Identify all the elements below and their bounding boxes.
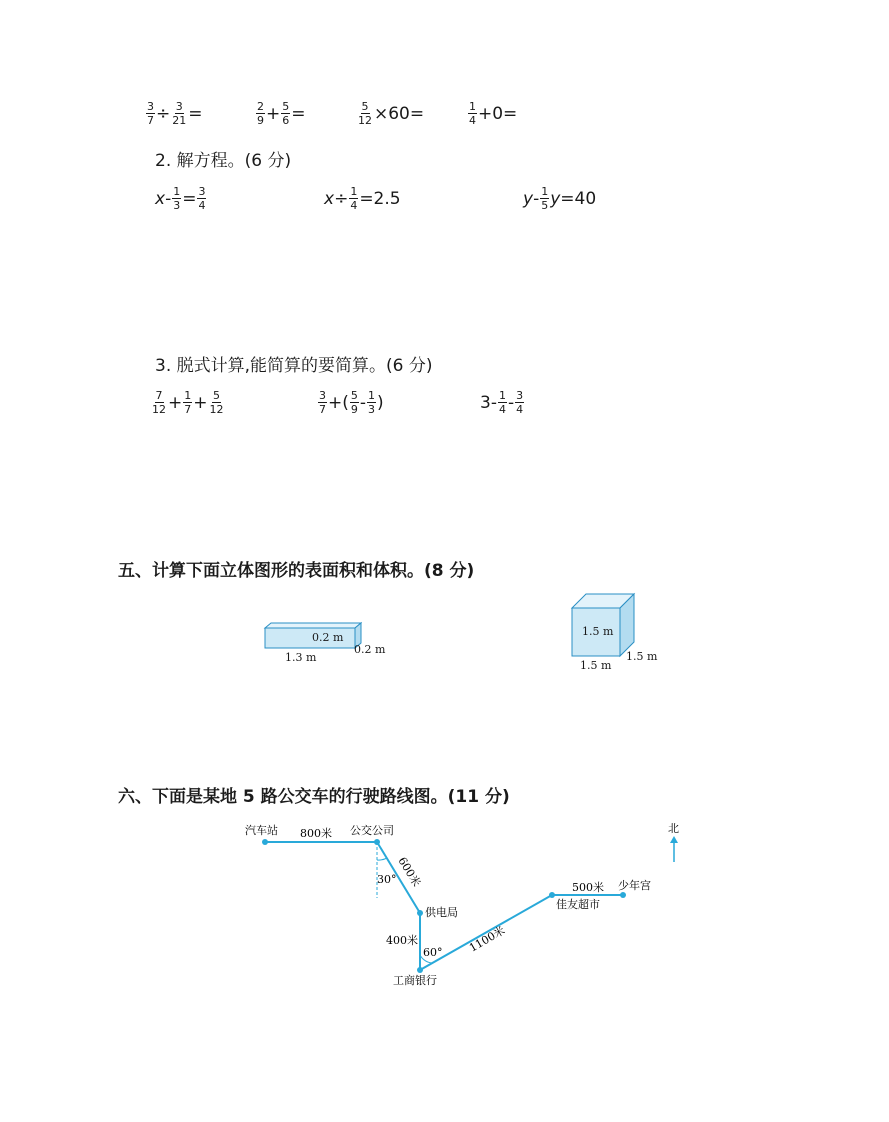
distance-label-600: 600米 — [395, 854, 424, 889]
oral-expr-1: $\frac{3}{7}$ ÷ $\frac{3}{21}$ = — [147, 100, 203, 127]
q3-title: 3. 脱式计算,能简算的要简算。(6 分) — [155, 356, 433, 376]
prism-length-label: 1.3 m — [285, 651, 317, 664]
route-map-drawing — [230, 815, 700, 995]
prism-width-label: 0.2 m — [354, 643, 386, 656]
distance-label-400: 400米 — [386, 934, 418, 947]
station-dot — [262, 839, 268, 845]
station-dot — [417, 910, 423, 916]
station-label-jiayou-market: 佳友超市 — [556, 898, 600, 911]
station-dot — [417, 967, 423, 973]
prism-height-label: 0.2 m — [312, 631, 344, 644]
north-label: 北 — [668, 822, 679, 835]
station-dot — [374, 839, 380, 845]
bus-route-map — [230, 815, 700, 995]
station-dot — [620, 892, 626, 898]
station-label-youth-palace: 少年宫 — [618, 879, 651, 892]
section-5-title: 五、计算下面立体图形的表面积和体积。(8 分) — [118, 561, 475, 581]
oral-expr-3: $\frac{5}{12}$ ×60= — [358, 100, 425, 127]
cube-length-label: 1.5 m — [580, 659, 612, 672]
distance-label-800: 800米 — [300, 827, 332, 840]
section-6-title: 六、下面是某地 5 路公交车的行驶路线图。(11 分) — [118, 787, 510, 807]
station-label-bus-terminal: 汽车站 — [245, 824, 278, 837]
station-label-icbc: 工商银行 — [393, 974, 437, 987]
calc-1: $\frac{7}{12}$ + $\frac{1}{7}$ + $\frac{5}{12}$ — [152, 389, 224, 416]
north-arrowhead-icon — [670, 836, 678, 843]
distance-label-500: 500米 — [572, 881, 604, 894]
angle-label-30: 30° — [377, 873, 397, 886]
distance-label-1100: 1100米 — [467, 923, 508, 955]
q2-title: 2. 解方程。(6 分) — [155, 151, 292, 171]
calc-3: 3- $\frac{1}{4}$ - $\frac{3}{4}$ — [480, 389, 524, 416]
station-label-bus-company: 公交公司 — [350, 824, 394, 837]
station-label-power-bureau: 供电局 — [425, 906, 458, 919]
equation-3: y - $\frac{1}{5}$ y =40 — [523, 185, 597, 212]
cube-height-label: 1.5 m — [582, 625, 614, 638]
angle-arc-30 — [377, 858, 387, 860]
oral-expr-2: $\frac{2}{9}$ + $\frac{5}{6}$ = — [257, 100, 306, 127]
station-dot — [549, 892, 555, 898]
cube-width-label: 1.5 m — [626, 650, 658, 663]
angle-label-60: 60° — [423, 946, 443, 959]
equation-2: x ÷ $\frac{1}{4}$ =2.5 — [324, 185, 401, 212]
calc-2: $\frac{3}{7}$ +( $\frac{5}{9}$ - $\frac{1}{3}$ ) — [319, 389, 384, 416]
oral-expr-4: $\frac{1}{4}$ +0= — [469, 100, 518, 127]
equation-1: x - $\frac{1}{3}$ = $\frac{3}{4}$ — [155, 185, 206, 212]
